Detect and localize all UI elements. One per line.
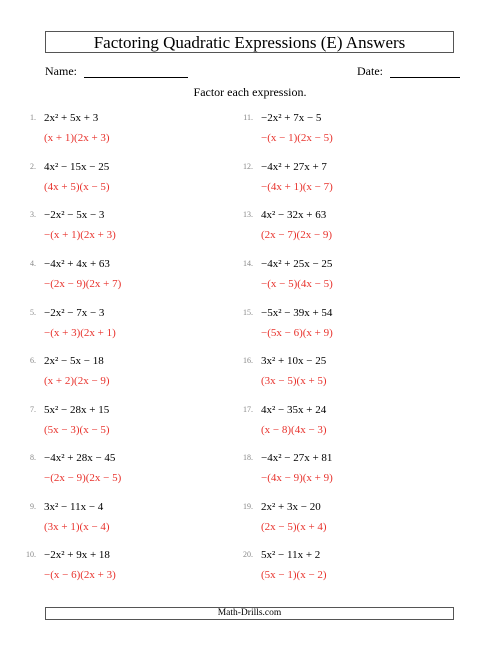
name-line xyxy=(84,66,188,78)
problem-expression: −4x² + 27x + 7 xyxy=(261,161,327,173)
problem-expression: −4x² + 4x + 63 xyxy=(44,258,110,270)
problem-expression: 3x² − 11x − 4 xyxy=(44,501,104,513)
problem-number: 13. xyxy=(243,210,253,219)
problem-number: 6. xyxy=(30,356,36,365)
problem-expression: 5x² − 28x + 15 xyxy=(44,404,110,416)
problem-expression: −2x² − 7x − 3 xyxy=(44,307,105,319)
problem-answer: (x + 1)(2x + 3) xyxy=(44,132,110,144)
problem-answer: −(x − 6)(2x + 3) xyxy=(44,569,116,581)
problem-number: 12. xyxy=(243,162,253,171)
problem-answer: −(5x − 6)(x + 9) xyxy=(261,327,333,339)
problem-number: 9. xyxy=(30,502,36,511)
problem-answer: −(2x − 9)(2x + 7) xyxy=(44,278,122,290)
problem-answer: (3x + 1)(x − 4) xyxy=(44,521,110,533)
worksheet-title: Factoring Quadratic Expressions (E) Answers xyxy=(45,31,454,53)
problem-expression: 4x² − 32x + 63 xyxy=(261,209,327,221)
problem-expression: 2x² + 3x − 20 xyxy=(261,501,321,513)
date-label: Date: xyxy=(357,64,383,78)
problem-number: 4. xyxy=(30,259,36,268)
date-line xyxy=(390,66,460,78)
problem-answer: −(x + 1)(2x + 3) xyxy=(44,229,116,241)
problem-number: 7. xyxy=(30,405,36,414)
problem-expression: −2x² + 7x − 5 xyxy=(261,112,322,124)
name-field xyxy=(45,64,188,78)
problem-number: 16. xyxy=(243,356,253,365)
problem-answer: (2x − 7)(2x − 9) xyxy=(261,229,333,241)
problem-answer: −(2x − 9)(2x − 5) xyxy=(44,472,122,484)
problem-answer: −(4x − 9)(x + 9) xyxy=(261,472,333,484)
problem-expression: −2x² − 5x − 3 xyxy=(44,209,105,221)
problem-expression: 3x² + 10x − 25 xyxy=(261,355,327,367)
problem-expression: 2x² + 5x + 3 xyxy=(44,112,99,124)
problem-number: 1. xyxy=(30,113,36,122)
problem-expression: −4x² + 28x − 45 xyxy=(44,452,116,464)
problem-number: 14. xyxy=(243,259,253,268)
problem-expression: 4x² − 15x − 25 xyxy=(44,161,110,173)
problem-answer: (5x − 1)(x − 2) xyxy=(261,569,327,581)
problem-answer: (2x − 5)(x + 4) xyxy=(261,521,327,533)
problem-number: 18. xyxy=(243,453,253,462)
problem-expression: −5x² − 39x + 54 xyxy=(261,307,333,319)
problem-answer: (3x − 5)(x + 5) xyxy=(261,375,327,387)
problem-number: 11. xyxy=(243,113,253,122)
problem-answer: (x + 2)(2x − 9) xyxy=(44,375,110,387)
problem-number: 5. xyxy=(30,308,36,317)
problem-answer: −(x + 3)(2x + 1) xyxy=(44,327,116,339)
problem-number: 17. xyxy=(243,405,253,414)
problem-number: 15. xyxy=(243,308,253,317)
problem-answer: (5x − 3)(x − 5) xyxy=(44,424,110,436)
problem-expression: −4x² − 27x + 81 xyxy=(261,452,333,464)
problem-number: 3. xyxy=(30,210,36,219)
date-field xyxy=(357,64,460,78)
problem-expression: 2x² − 5x − 18 xyxy=(44,355,104,367)
problem-number: 19. xyxy=(243,502,253,511)
problem-expression: 5x² − 11x + 2 xyxy=(261,549,321,561)
name-label: Name: xyxy=(45,64,77,78)
problem-answer: (4x + 5)(x − 5) xyxy=(44,181,110,193)
problem-answer: −(x − 1)(2x − 5) xyxy=(261,132,333,144)
instructions: Factor each expression. xyxy=(193,85,307,99)
problem-answer: −(x − 5)(4x − 5) xyxy=(261,278,333,290)
problem-number: 20. xyxy=(243,550,253,559)
problem-number: 10. xyxy=(26,550,36,559)
problem-answer: (x − 8)(4x − 3) xyxy=(261,424,327,436)
problem-expression: 4x² − 35x + 24 xyxy=(261,404,327,416)
problem-answer: −(4x + 1)(x − 7) xyxy=(261,181,333,193)
problem-number: 2. xyxy=(30,162,36,171)
problem-expression: −4x² + 25x − 25 xyxy=(261,258,333,270)
problem-expression: −2x² + 9x + 18 xyxy=(44,549,110,561)
problem-number: 8. xyxy=(30,453,36,462)
footer: Math-Drills.com xyxy=(45,607,454,620)
